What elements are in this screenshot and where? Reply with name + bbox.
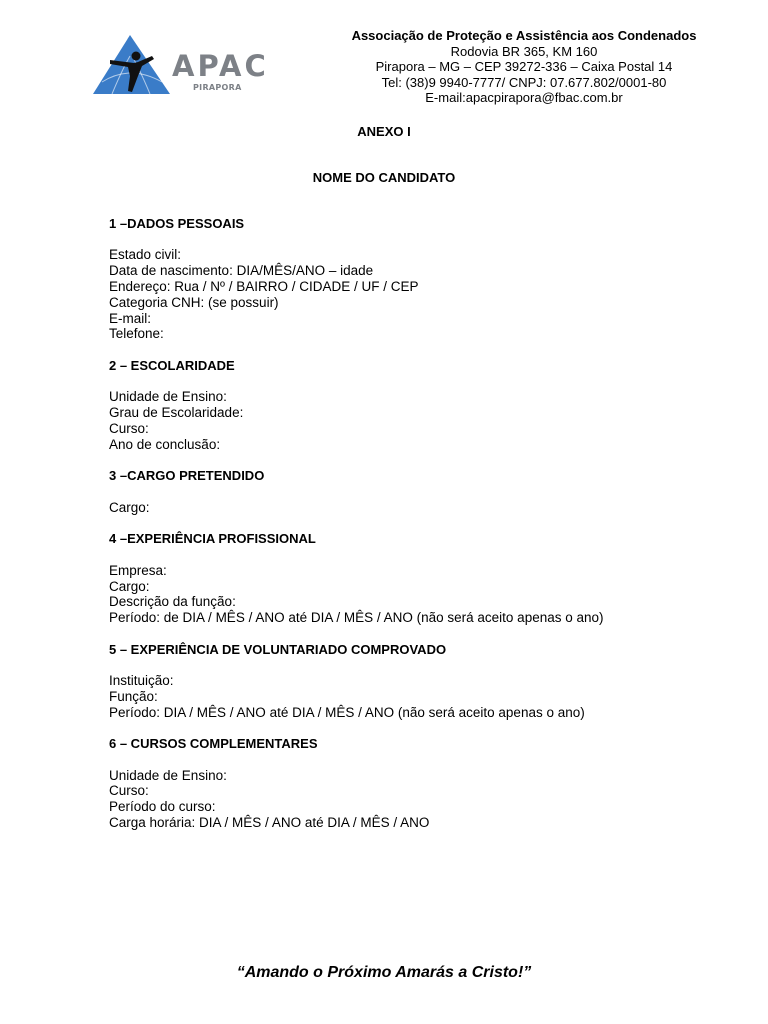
field-line: Ano de conclusão: (109, 436, 221, 452)
field-line: Endereço: Rua / Nº / BAIRRO / CIDADE / UF / CEP (109, 278, 419, 294)
field-line: Data de nascimento: DIA/MÊS/ANO – idade (109, 263, 374, 279)
section-title: 1 –DADOS PESSOAIS (109, 216, 245, 231)
org-email: E-mail:apacpirapora@fbac.com.br (425, 90, 623, 106)
section-personal-data (109, 216, 729, 342)
field-line: Período: de DIA / MÊS / ANO até DIA / MÊS / ANO (não será aceito apenas o ano) (109, 610, 604, 626)
candidate-name-title: NOME DO CANDIDATO (312, 170, 456, 185)
field-line: Cargo: (109, 578, 150, 594)
logo-subtitle: PIRAPORA (193, 83, 242, 92)
field-line: Carga horária: DIA / MÊS / ANO até DIA / MÊS / ANO (109, 815, 430, 831)
field-line: Função: (109, 688, 158, 704)
field-line: Instituição: (109, 673, 174, 689)
field-line: Descrição da função: (109, 594, 236, 610)
field-line: Categoria CNH: (se possuir) (109, 294, 279, 310)
letterhead (330, 28, 718, 106)
section-professional-experience (109, 531, 729, 626)
section-volunteer-experience (109, 642, 729, 721)
field-line: Período: DIA / MÊS / ANO até DIA / MÊS / ANO (não será aceito apenas o ano) (109, 704, 585, 720)
org-city: Pirapora – MG – CEP 39272-336 – Caixa Postal 14 (375, 59, 673, 75)
field-line: Empresa: (109, 562, 167, 578)
field-line: Estado civil: (109, 247, 182, 263)
section-title: 6 – CURSOS COMPLEMENTARES (109, 736, 318, 752)
footer-motto: “Amando o Próximo Amarás a Cristo!” (236, 964, 532, 981)
annex-title: ANEXO I (357, 124, 411, 139)
apac-emblem-icon (92, 34, 172, 96)
org-phone: Tel: (38)9 9940-7777/ CNPJ: 07.677.802/0001-80 (381, 74, 667, 90)
field-line: Curso: (109, 783, 149, 799)
field-line: E-mail: (109, 310, 152, 326)
apac-logo (92, 34, 269, 96)
field-line: Período do curso: (109, 799, 216, 815)
section-complementary-courses (109, 736, 729, 831)
field-line: Telefone: (109, 326, 164, 342)
logo-wordmark: APAC (172, 49, 269, 83)
section-position (109, 468, 729, 515)
section-title: 3 –CARGO PRETENDIDO (109, 468, 265, 484)
field-line: Grau de Escolaridade: (109, 405, 244, 421)
field-line: Curso: (109, 420, 149, 436)
org-name: Associação de Proteção e Assistência aos Condenados (351, 28, 697, 43)
section-title: 5 – EXPERIÊNCIA DE VOLUNTARIADO COMPROVADO (109, 641, 447, 657)
section-title: 2 – ESCOLARIDADE (109, 357, 235, 373)
org-address: Rodovia BR 365, KM 160 (450, 43, 598, 59)
section-title: 4 –EXPERIÊNCIA PROFISSIONAL (109, 531, 316, 547)
field-line: Unidade de Ensino: (109, 767, 227, 783)
field-line: Cargo: (109, 499, 150, 515)
section-education (109, 358, 729, 453)
form-content (109, 216, 729, 847)
field-line: Unidade de Ensino: (109, 389, 227, 405)
